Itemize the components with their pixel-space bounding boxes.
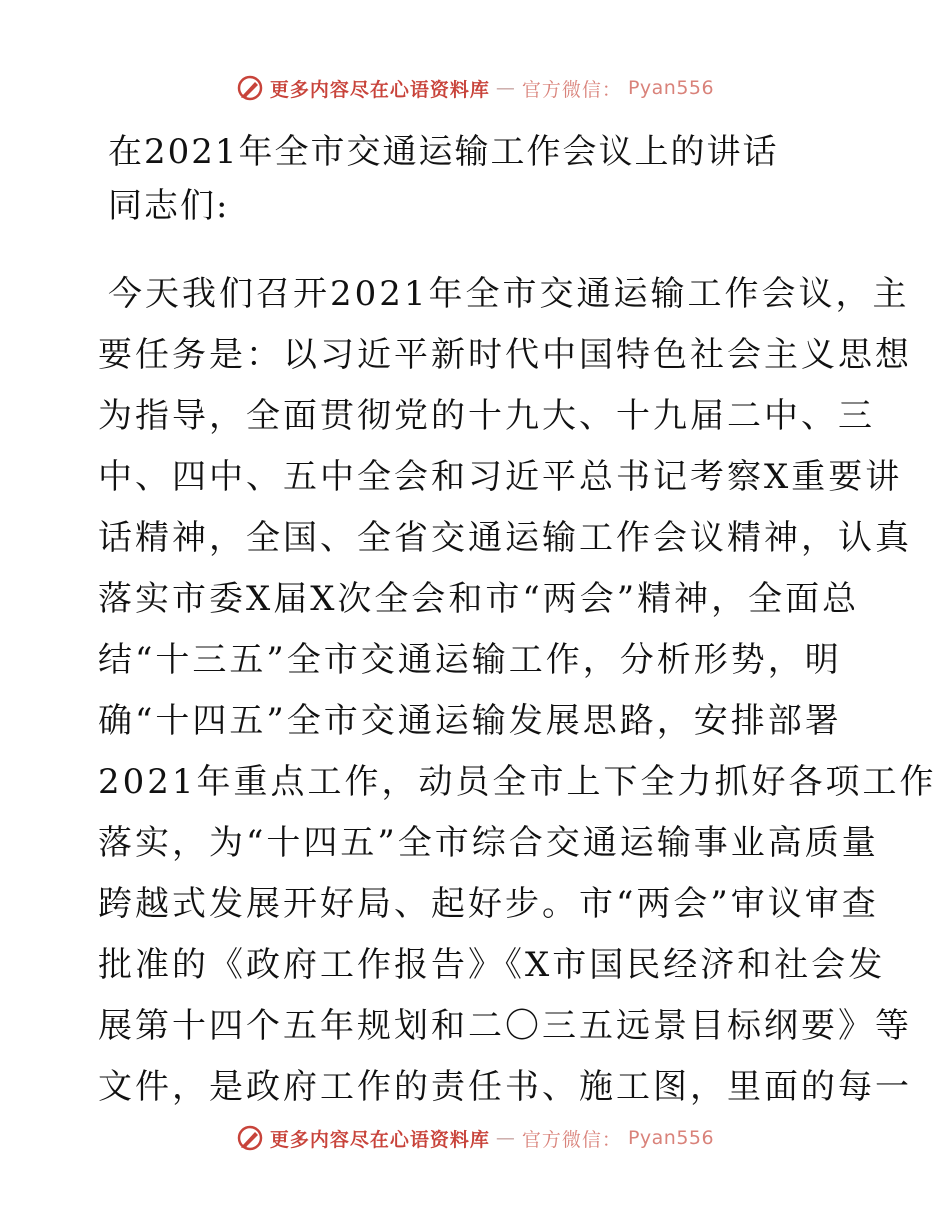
document-salutation: 同志们: xyxy=(108,186,230,226)
body-line: 确“十四五”全市交通运输发展思路，安排部署 xyxy=(98,701,842,741)
body-line: 2021年重点工作，动员全市上下全力抓好各项工作 xyxy=(98,762,937,802)
pen-circle-logo-icon xyxy=(236,1124,264,1152)
pen-circle-logo-icon xyxy=(236,74,264,102)
body-line: 批准的《政府工作报告》《X市国民经济和社会发 xyxy=(98,945,886,985)
watermark-wechat-label: 官方微信： xyxy=(521,78,622,101)
body-line: 落实市委X届X次全会和市“两会”精神，全面总 xyxy=(98,579,860,619)
body-line: 文件，是政府工作的责任书、施工图，里面的每一 xyxy=(98,1067,912,1107)
body-line: 落实，为“十四五”全市综合交通运输事业高质量 xyxy=(98,823,879,863)
watermark-header xyxy=(0,74,950,102)
body-line: 跨越式发展开好局、起好步。市“两会”审议审查 xyxy=(98,884,879,924)
body-line: 话精神，全国、全省交通运输工作会议精神，认真 xyxy=(98,518,912,558)
watermark-footer xyxy=(0,1124,950,1152)
document-title: 在2021年全市交通运输工作会议上的讲话 xyxy=(108,132,779,172)
body-line: 中、四中、五中全会和习近平总书记考察X重要讲 xyxy=(98,457,903,497)
body-line: 今天我们召开2021年全市交通运输工作会议，主 xyxy=(108,274,910,314)
watermark-separator: — xyxy=(495,1127,516,1149)
document-body xyxy=(98,272,937,1126)
watermark-site-text: 更多内容尽在心语资料库 xyxy=(269,1128,490,1151)
watermark-separator: — xyxy=(495,77,516,99)
watermark-wechat-label: 官方微信： xyxy=(521,1128,622,1151)
body-line: 结“十三五”全市交通运输工作，分析形势，明 xyxy=(98,640,842,680)
body-line: 为指导，全面贯彻党的十九大、十九届二中、三 xyxy=(98,396,875,436)
watermark-site-text: 更多内容尽在心语资料库 xyxy=(269,78,490,101)
body-line: 要任务是：以习近平新时代中国特色社会主义思想 xyxy=(98,335,912,375)
body-line: 展第十四个五年规划和二〇三五远景目标纲要》等 xyxy=(98,1006,912,1046)
watermark-wechat-id: Pyan556 xyxy=(627,77,715,99)
watermark-wechat-id: Pyan556 xyxy=(627,1127,715,1149)
